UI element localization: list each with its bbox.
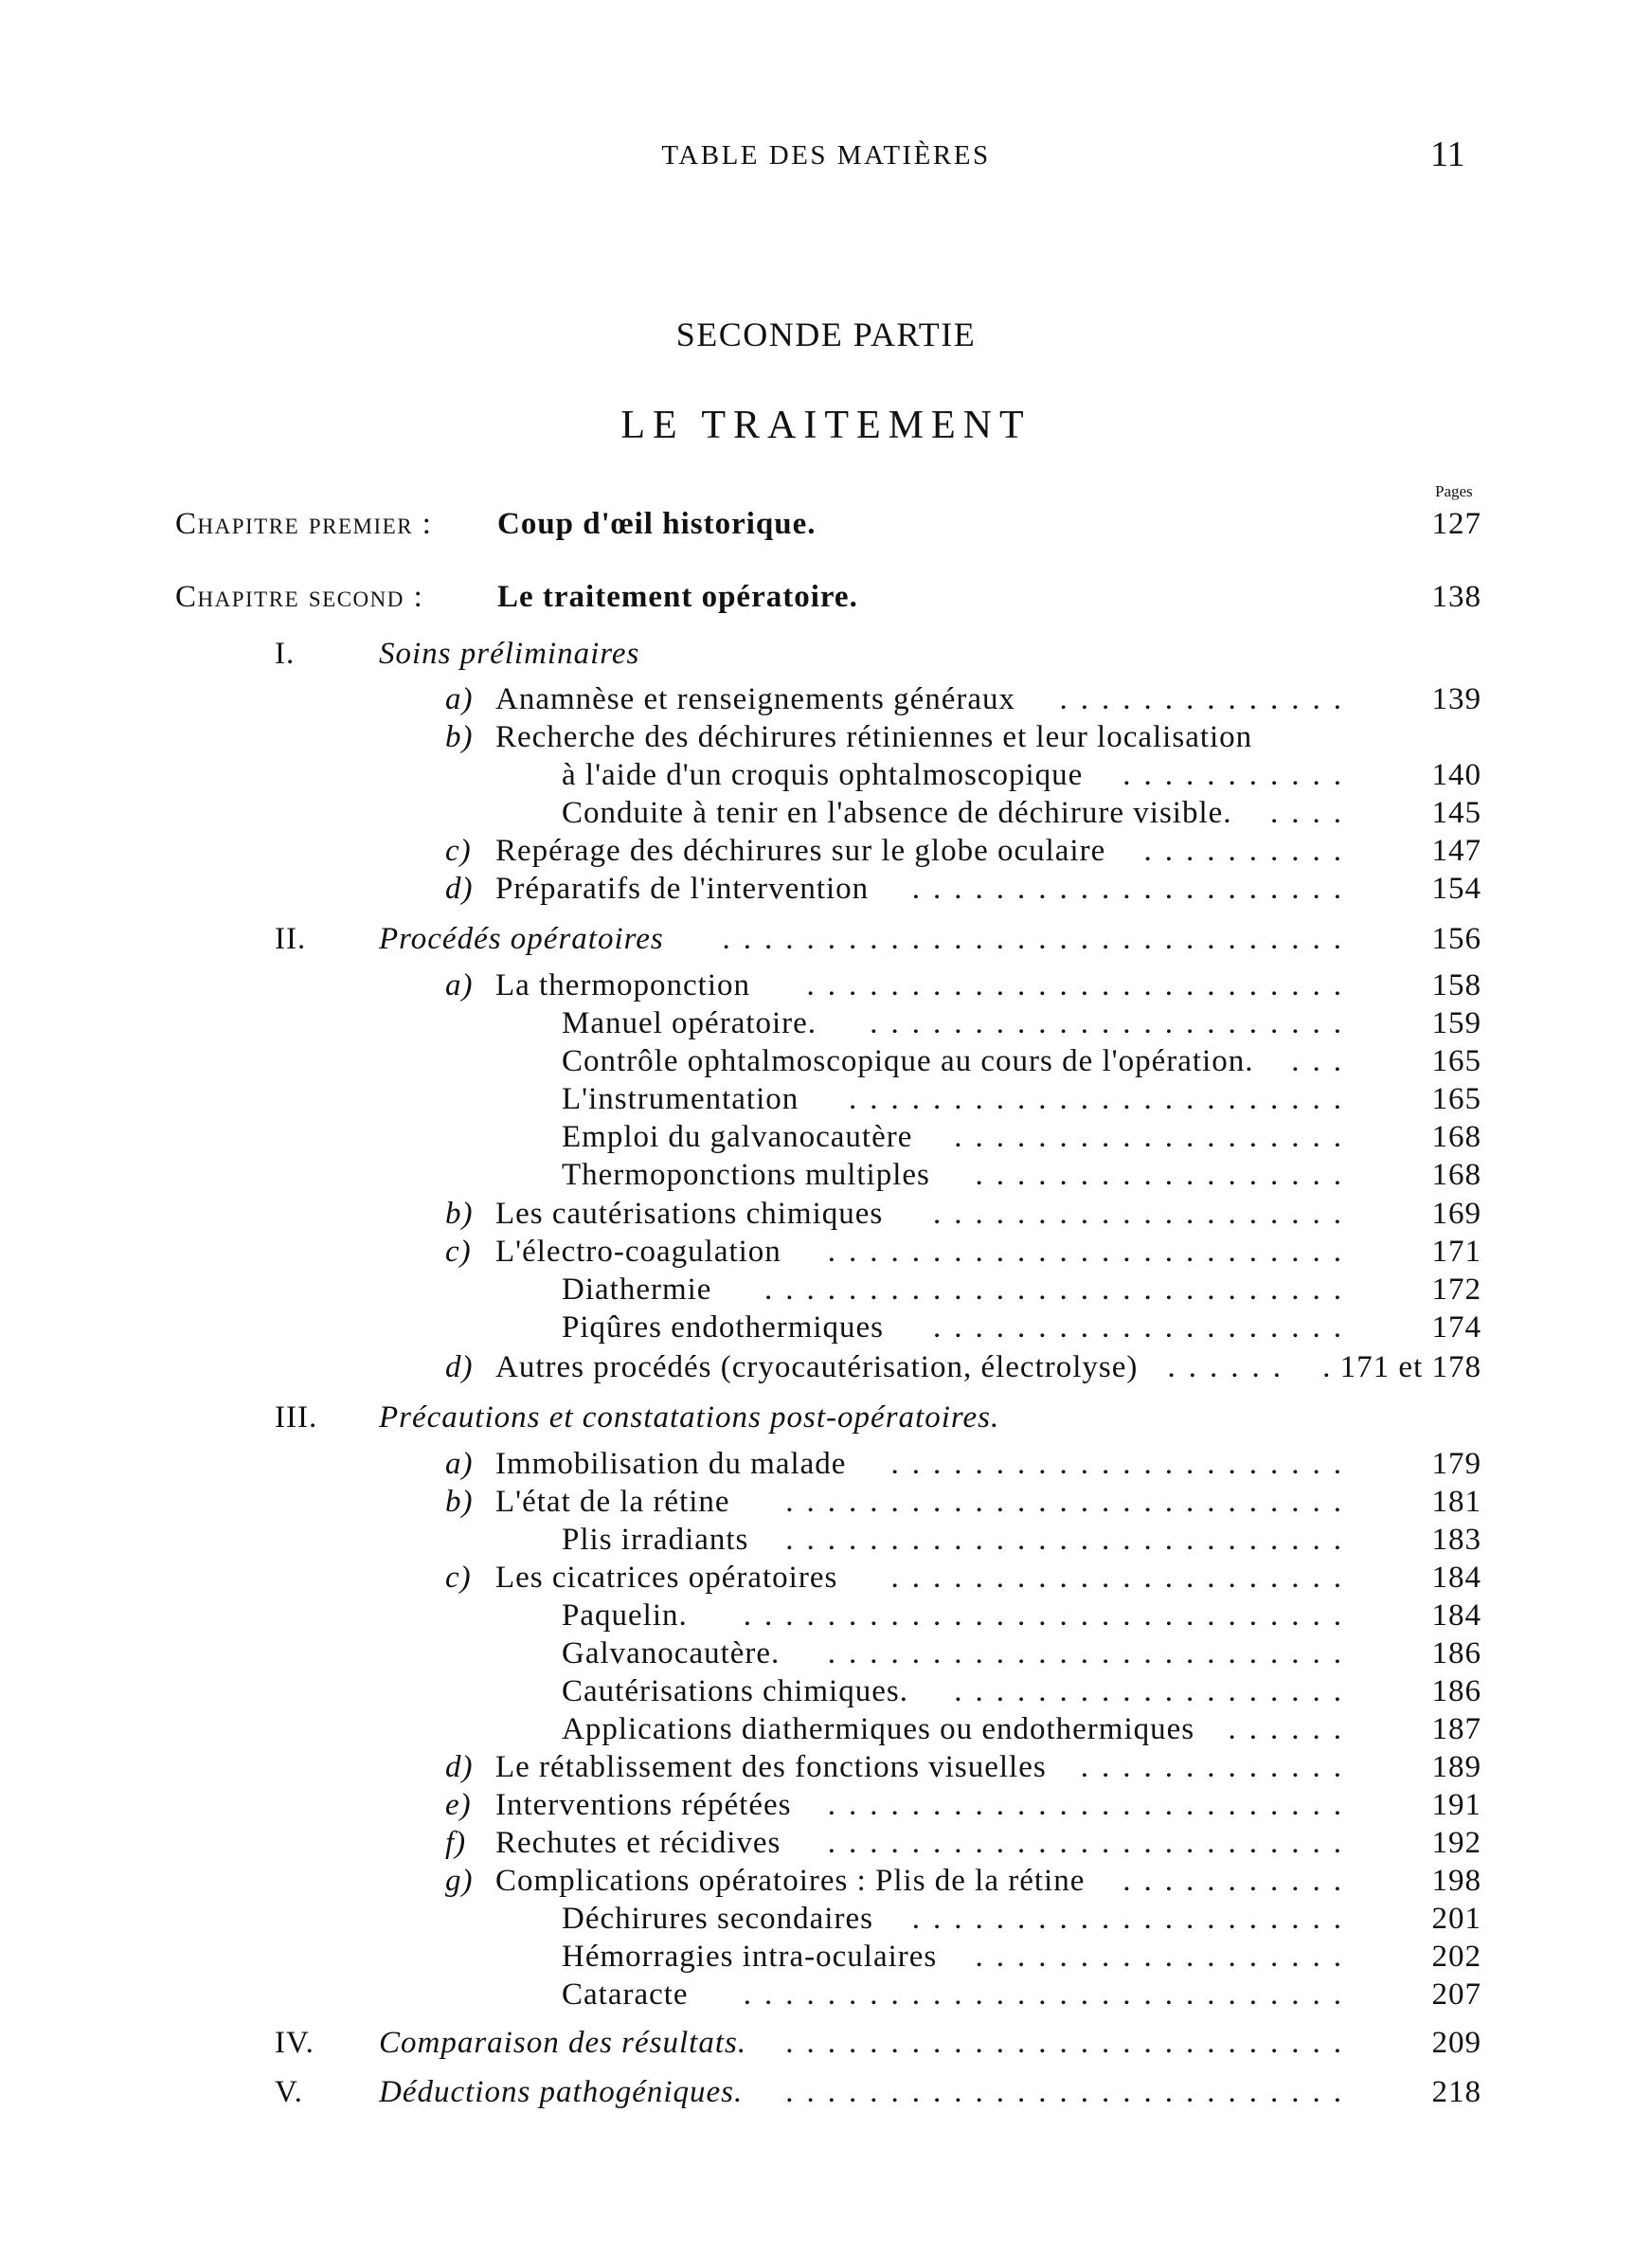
dot-leader: ........... bbox=[1122, 758, 1355, 792]
dot-leader: .................. bbox=[975, 1158, 1355, 1192]
page-ref: 165 bbox=[1431, 1044, 1481, 1078]
entry-letter: d) bbox=[445, 1350, 474, 1384]
toc-entry bbox=[0, 1485, 1652, 1523]
section-number: II. bbox=[275, 922, 307, 956]
dot-leader: .......... bbox=[1143, 834, 1355, 868]
dot-leader: ................... bbox=[954, 1120, 1355, 1154]
page-ref: 147 bbox=[1431, 834, 1481, 868]
toc-entry bbox=[0, 834, 1652, 872]
toc-entry bbox=[0, 1864, 1652, 1902]
toc-entry bbox=[0, 758, 1652, 796]
toc-entry bbox=[0, 1561, 1652, 1598]
dot-leader: ........................... bbox=[785, 1523, 1355, 1557]
toc-entry bbox=[0, 1788, 1652, 1826]
page-ref: 168 bbox=[1431, 1158, 1481, 1192]
entry-text: Piqûres endothermiques bbox=[562, 1310, 885, 1345]
section-number: IV. bbox=[275, 2026, 314, 2060]
chapter-label: Chapitre premier : bbox=[175, 507, 433, 541]
entry-letter: a) bbox=[445, 968, 474, 1002]
entry-letter: b) bbox=[445, 1197, 474, 1231]
entry-text: Paquelin. bbox=[562, 1598, 688, 1633]
entry-text: Hémorragies intra-oculaires bbox=[562, 1940, 938, 1974]
page-ref: 145 bbox=[1431, 796, 1481, 830]
dot-leader: .......................... bbox=[806, 968, 1355, 1002]
toc-entry bbox=[0, 1197, 1652, 1235]
dot-leader: ...... bbox=[1167, 1350, 1294, 1384]
toc-entry bbox=[0, 637, 1652, 675]
page-ref: 202 bbox=[1431, 1940, 1481, 1974]
entry-text: Autres procédés (cryocautérisation, électrolyse) bbox=[495, 1350, 1139, 1384]
page-ref: 192 bbox=[1431, 1826, 1481, 1860]
page-ref: 168 bbox=[1431, 1120, 1481, 1154]
toc-entry bbox=[0, 1523, 1652, 1561]
chapter-label: Chapitre second : bbox=[175, 580, 424, 614]
toc-entry bbox=[0, 922, 1652, 960]
dot-leader: ..................... bbox=[911, 1902, 1355, 1936]
entry-text: Recherche des déchirures rétiniennes et leur localisation bbox=[495, 720, 1253, 754]
entry-text: Le rétablissement des fonctions visuelles bbox=[495, 1750, 1047, 1784]
page-ref: 154 bbox=[1431, 872, 1481, 906]
toc-entry bbox=[0, 1350, 1652, 1388]
toc-entry bbox=[0, 1120, 1652, 1158]
chapter-row bbox=[0, 507, 1652, 545]
section-number: III. bbox=[275, 1400, 318, 1435]
dot-leader: ...... bbox=[1228, 1712, 1355, 1746]
entry-text: Préparatifs de l'intervention bbox=[495, 872, 870, 906]
entry-text: Déchirures secondaires bbox=[562, 1902, 873, 1936]
entry-text: Manuel opératoire. bbox=[562, 1006, 817, 1040]
page-ref: 181 bbox=[1431, 1485, 1481, 1519]
entry-letter: f) bbox=[445, 1826, 467, 1860]
toc-entry bbox=[0, 1044, 1652, 1082]
entry-text: Complications opératoires : Plis de la rétine bbox=[495, 1864, 1086, 1898]
entry-text: L'état de la rétine bbox=[495, 1485, 730, 1519]
dot-leader: .................... bbox=[933, 1197, 1355, 1231]
entry-text: Interventions répétées bbox=[495, 1788, 792, 1822]
page-ref: 184 bbox=[1431, 1561, 1481, 1595]
page-ref: 209 bbox=[1431, 2026, 1481, 2060]
running-title: TABLE DES MATIÈRES bbox=[661, 140, 991, 171]
page-ref: 186 bbox=[1431, 1674, 1481, 1708]
dot-leader: ...................... bbox=[890, 1561, 1355, 1595]
entry-letter: c) bbox=[445, 834, 472, 868]
toc-entry bbox=[0, 2026, 1652, 2064]
entry-text: Cataracte bbox=[562, 1977, 689, 2012]
dot-leader: ................... bbox=[954, 1674, 1355, 1708]
toc-entry bbox=[0, 1447, 1652, 1485]
page-ref: 127 bbox=[1431, 507, 1481, 541]
page-ref: 218 bbox=[1431, 2075, 1481, 2109]
toc-entry bbox=[0, 1636, 1652, 1674]
entry-text: Déductions pathogéniques. bbox=[379, 2075, 744, 2109]
entry-text: Cautérisations chimiques. bbox=[562, 1674, 908, 1708]
page-ref: 191 bbox=[1431, 1788, 1481, 1822]
page-ref: 207 bbox=[1431, 1977, 1481, 2012]
entry-text: Conduite à tenir en l'absence de déchirure visible. bbox=[562, 796, 1232, 830]
entry-text: Repérage des déchirures sur le globe oculaire bbox=[495, 834, 1106, 868]
toc-entry bbox=[0, 1235, 1652, 1273]
section-number: V. bbox=[275, 2075, 303, 2109]
section-title: LE TRAITEMENT bbox=[620, 404, 1032, 447]
dot-leader: ........................ bbox=[849, 1082, 1355, 1116]
entry-text: Procédés opératoires bbox=[379, 922, 664, 956]
page-ref: 174 bbox=[1431, 1310, 1481, 1345]
entry-letter: c) bbox=[445, 1235, 472, 1269]
entry-letter: a) bbox=[445, 682, 474, 716]
toc-entry bbox=[0, 1940, 1652, 1977]
page-ref: . 171 et 178 bbox=[1322, 1350, 1481, 1384]
entry-text: Diathermie bbox=[562, 1273, 712, 1307]
toc-entry bbox=[0, 968, 1652, 1006]
entry-letter: a) bbox=[445, 1447, 474, 1481]
page-ref: 172 bbox=[1431, 1273, 1481, 1307]
toc-entry bbox=[0, 1273, 1652, 1310]
entry-text: Applications diathermiques ou endothermiques bbox=[562, 1712, 1195, 1746]
dot-leader: ........................... bbox=[785, 2075, 1355, 2109]
entry-letter: b) bbox=[445, 720, 474, 754]
toc-entry bbox=[0, 720, 1652, 758]
page-ref: 186 bbox=[1431, 1636, 1481, 1670]
dot-leader: ............................. bbox=[743, 1598, 1355, 1633]
toc-entry bbox=[0, 1674, 1652, 1712]
entry-letter: d) bbox=[445, 872, 474, 906]
entry-text: Galvanocautère. bbox=[562, 1636, 781, 1670]
dot-leader: ...................... bbox=[890, 1447, 1355, 1481]
page-number: 11 bbox=[1430, 135, 1465, 174]
page-ref: 165 bbox=[1431, 1082, 1481, 1116]
toc-entry bbox=[0, 2075, 1652, 2113]
chapter-row bbox=[0, 580, 1652, 618]
entry-text: Thermoponctions multiples bbox=[562, 1158, 930, 1192]
chapter-title: Le traitement opératoire. bbox=[497, 580, 858, 614]
toc-entry bbox=[0, 1826, 1652, 1864]
entry-text: L'instrumentation bbox=[562, 1082, 799, 1116]
dot-leader: ......................... bbox=[827, 1235, 1355, 1269]
entry-text: Soins préliminaires bbox=[379, 637, 640, 671]
entry-letter: d) bbox=[445, 1750, 474, 1784]
dot-leader: ......................... bbox=[827, 1636, 1355, 1670]
entry-text: Les cautérisations chimiques bbox=[495, 1197, 884, 1231]
dot-leader: ..................... bbox=[911, 872, 1355, 906]
entry-letter: c) bbox=[445, 1561, 472, 1595]
dot-leader: ... bbox=[1291, 1044, 1355, 1078]
page-ref: 179 bbox=[1431, 1447, 1481, 1481]
toc-entry bbox=[0, 1977, 1652, 2015]
page-ref: 189 bbox=[1431, 1750, 1481, 1784]
dot-leader: ......................... bbox=[827, 1826, 1355, 1860]
toc-entry bbox=[0, 682, 1652, 720]
dot-leader: ......................... bbox=[827, 1788, 1355, 1822]
entry-text: Comparaison des résultats. bbox=[379, 2026, 747, 2060]
page-ref: 138 bbox=[1431, 580, 1481, 614]
page-ref: 158 bbox=[1431, 968, 1481, 1002]
page-ref: 169 bbox=[1431, 1197, 1481, 1231]
dot-leader: ........................... bbox=[785, 1485, 1355, 1519]
page-ref: 156 bbox=[1431, 922, 1481, 956]
entry-text: Emploi du galvanocautère bbox=[562, 1120, 913, 1154]
toc-entry bbox=[0, 1158, 1652, 1196]
dot-leader: .............. bbox=[1059, 682, 1355, 716]
page-ref: 187 bbox=[1431, 1712, 1481, 1746]
page-ref: 139 bbox=[1431, 682, 1481, 716]
toc-entry bbox=[0, 1712, 1652, 1750]
toc-entry bbox=[0, 796, 1652, 834]
toc-entry bbox=[0, 1310, 1652, 1348]
entry-text: Précautions et constatations post-opératoires. bbox=[379, 1400, 1000, 1435]
toc-entry bbox=[0, 1400, 1652, 1438]
entry-text: Contrôle ophtalmoscopique au cours de l'opération. bbox=[562, 1044, 1254, 1078]
dot-leader: .............................. bbox=[722, 922, 1355, 956]
dot-leader: ............................ bbox=[764, 1273, 1355, 1307]
pages-column-label: Pages bbox=[1435, 482, 1473, 500]
dot-leader: ....................... bbox=[870, 1006, 1355, 1040]
page-ref: 140 bbox=[1431, 758, 1481, 792]
page-ref: 198 bbox=[1431, 1864, 1481, 1898]
toc-entry bbox=[0, 1082, 1652, 1120]
section-number: I. bbox=[275, 637, 296, 671]
toc-entry bbox=[0, 872, 1652, 910]
chapter-title: Coup d'œil historique. bbox=[497, 507, 817, 541]
toc-entry bbox=[0, 1006, 1652, 1044]
dot-leader: ........... bbox=[1122, 1864, 1355, 1898]
entry-text: Les cicatrices opératoires bbox=[495, 1561, 838, 1595]
toc-entry bbox=[0, 1598, 1652, 1636]
entry-text: L'électro-coagulation bbox=[495, 1235, 781, 1269]
dot-leader: ............................. bbox=[743, 1977, 1355, 2012]
entry-letter: b) bbox=[445, 1485, 474, 1519]
entry-letter: e) bbox=[445, 1788, 472, 1822]
entry-text: Immobilisation du malade bbox=[495, 1447, 847, 1481]
entry-text: La thermoponction bbox=[495, 968, 751, 1002]
page-ref: 159 bbox=[1431, 1006, 1481, 1040]
page-ref: 183 bbox=[1431, 1523, 1481, 1557]
page-ref: 201 bbox=[1431, 1902, 1481, 1936]
entry-text: à l'aide d'un croquis ophtalmoscopique bbox=[562, 758, 1084, 792]
dot-leader: ............. bbox=[1080, 1750, 1355, 1784]
page-ref: 184 bbox=[1431, 1598, 1481, 1633]
dot-leader: ........................... bbox=[785, 2026, 1355, 2060]
part-heading: SECONDE PARTIE bbox=[675, 316, 977, 353]
entry-letter: g) bbox=[445, 1864, 474, 1898]
dot-leader: .................. bbox=[975, 1940, 1355, 1974]
dot-leader: .................... bbox=[933, 1310, 1355, 1345]
entry-text: Rechutes et récidives bbox=[495, 1826, 781, 1860]
page-ref: 171 bbox=[1431, 1235, 1481, 1269]
toc-entry bbox=[0, 1750, 1652, 1788]
dot-leader: .... bbox=[1270, 796, 1355, 830]
toc-entry bbox=[0, 1902, 1652, 1940]
entry-text: Anamnèse et renseignements généraux bbox=[495, 682, 1016, 716]
entry-text: Plis irradiants bbox=[562, 1523, 749, 1557]
